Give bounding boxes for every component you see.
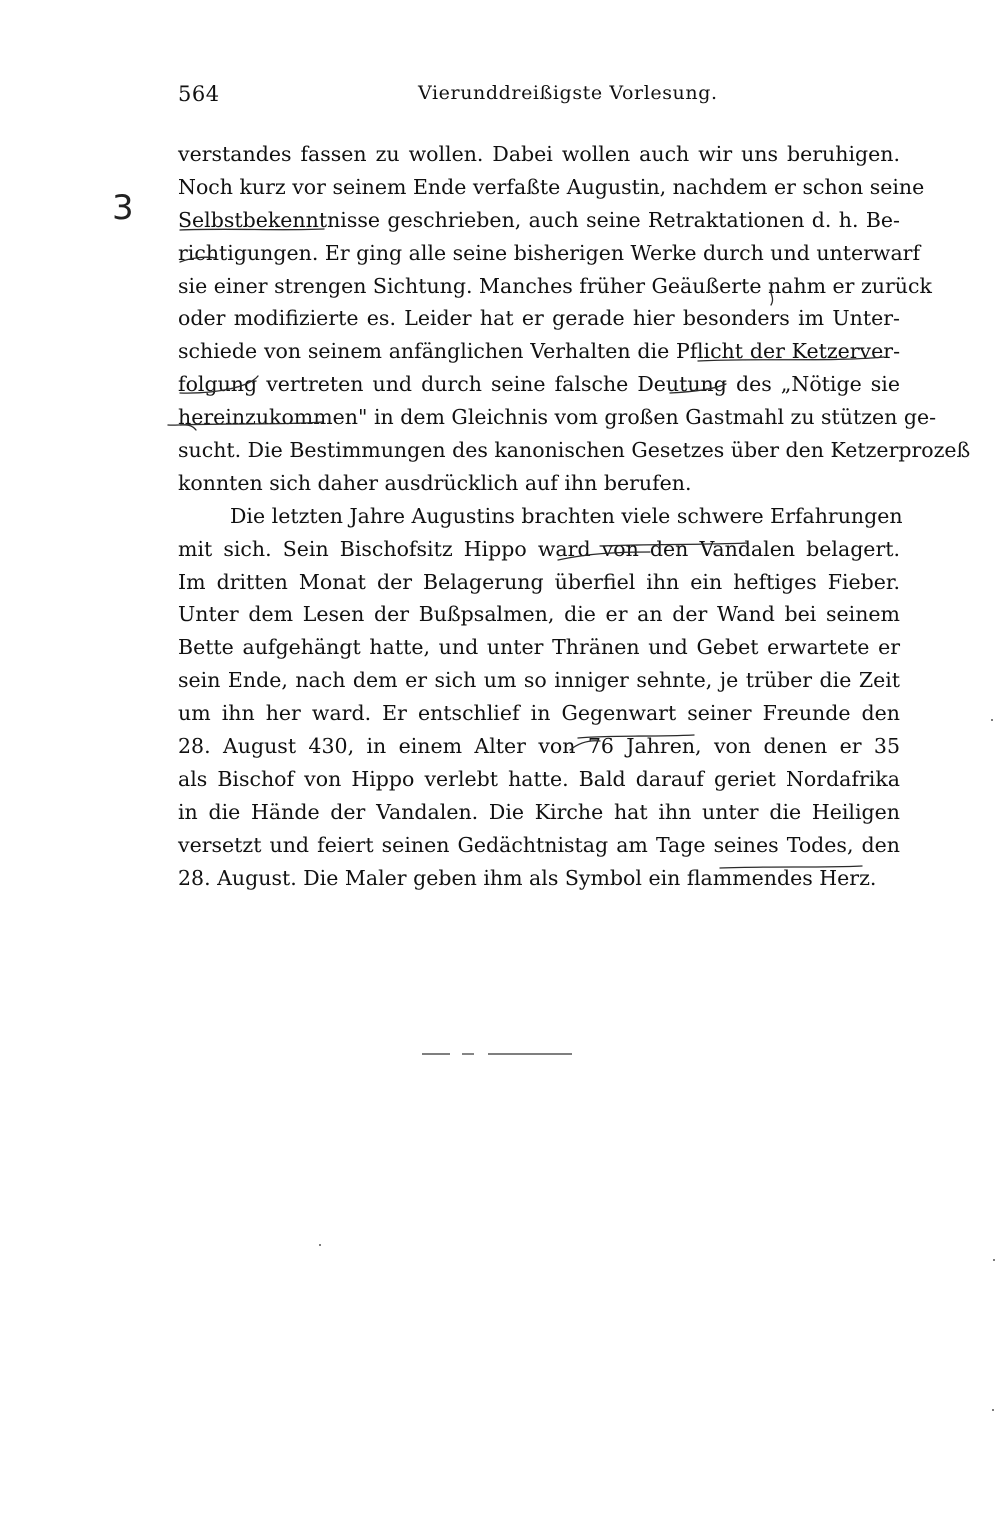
text-line: folgung vertreten und durch seine falsche Deutung des „Nötige sie: [178, 372, 900, 397]
text-line: Im dritten Monat der Belagerung überfiel ihn ein heftiges Fieber.: [178, 569, 900, 594]
page-number: 564: [178, 82, 220, 106]
text-line: hereinzukommen" in dem Gleichnis vom großen Gastmahl zu stützen ge-: [178, 405, 937, 430]
text-line: Noch kurz vor seinem Ende verfaßte Augustin, nachdem er schon seine: [178, 174, 925, 199]
text-line: Die letzten Jahre Augustins brachten viele schwere Erfahrungen: [230, 503, 903, 528]
text-line: in die Hände der Vandalen. Die Kirche hat ihn unter die Heiligen: [178, 799, 900, 824]
text-line: Unter dem Lesen der Bußpsalmen, die er an der Wand bei seinem: [178, 602, 900, 627]
text-line: oder modifizierte es. Leider hat er gerade hier besonders im Unter-: [178, 306, 900, 331]
text-line: richtigungen. Er ging alle seine bisherigen Werke durch und unterwarf: [178, 240, 921, 265]
text-line: versetzt und feiert seinen Gedächtnistag am Tage seines Todes, den: [178, 832, 900, 857]
text-line: verstandes fassen zu wollen. Dabei wollen auch wir uns beruhigen.: [178, 142, 900, 166]
text-line: sein Ende, nach dem er sich um so inniger sehnte, je trüber die Zeit: [178, 668, 900, 693]
text-line: 28. August 430, in einem Alter von 76 Jahren, von denen er 35: [178, 734, 900, 759]
text-line: mit sich. Sein Bischofsitz Hippo ward von den Vandalen belagert.: [178, 536, 900, 561]
margin-annotation: 3: [112, 188, 134, 228]
text-line: Selbstbekenntnisse geschrieben, auch seine Retraktationen d. h. Be-: [178, 207, 900, 232]
text-line: sie einer strengen Sichtung. Manches früher Geäußerte nahm er zurück: [178, 273, 932, 298]
text-line: sucht. Die Bestimmungen des kanonischen Gesetzes über den Ketzerprozeß: [178, 438, 971, 463]
text-line: um ihn her ward. Er entschlief in Gegenwart seiner Freunde den: [178, 701, 900, 726]
text-line: konnten sich daher ausdrücklich auf ihn berufen.: [178, 470, 692, 495]
running-head: Vierunddreißigste Vorlesung.: [418, 82, 718, 104]
text-line: schiede von seinem anfänglichen Verhalten die Pflicht der Ketzerver-: [178, 339, 900, 364]
text-line: Bette aufgehängt hatte, und unter Thränen und Gebet erwartete er: [178, 635, 900, 660]
text-line: als Bischof von Hippo verlebt hatte. Bald darauf geriet Nordafrika: [178, 766, 900, 791]
text-line: 28. August. Die Maler geben ihm als Symbol ein flammendes Herz.: [178, 865, 877, 890]
